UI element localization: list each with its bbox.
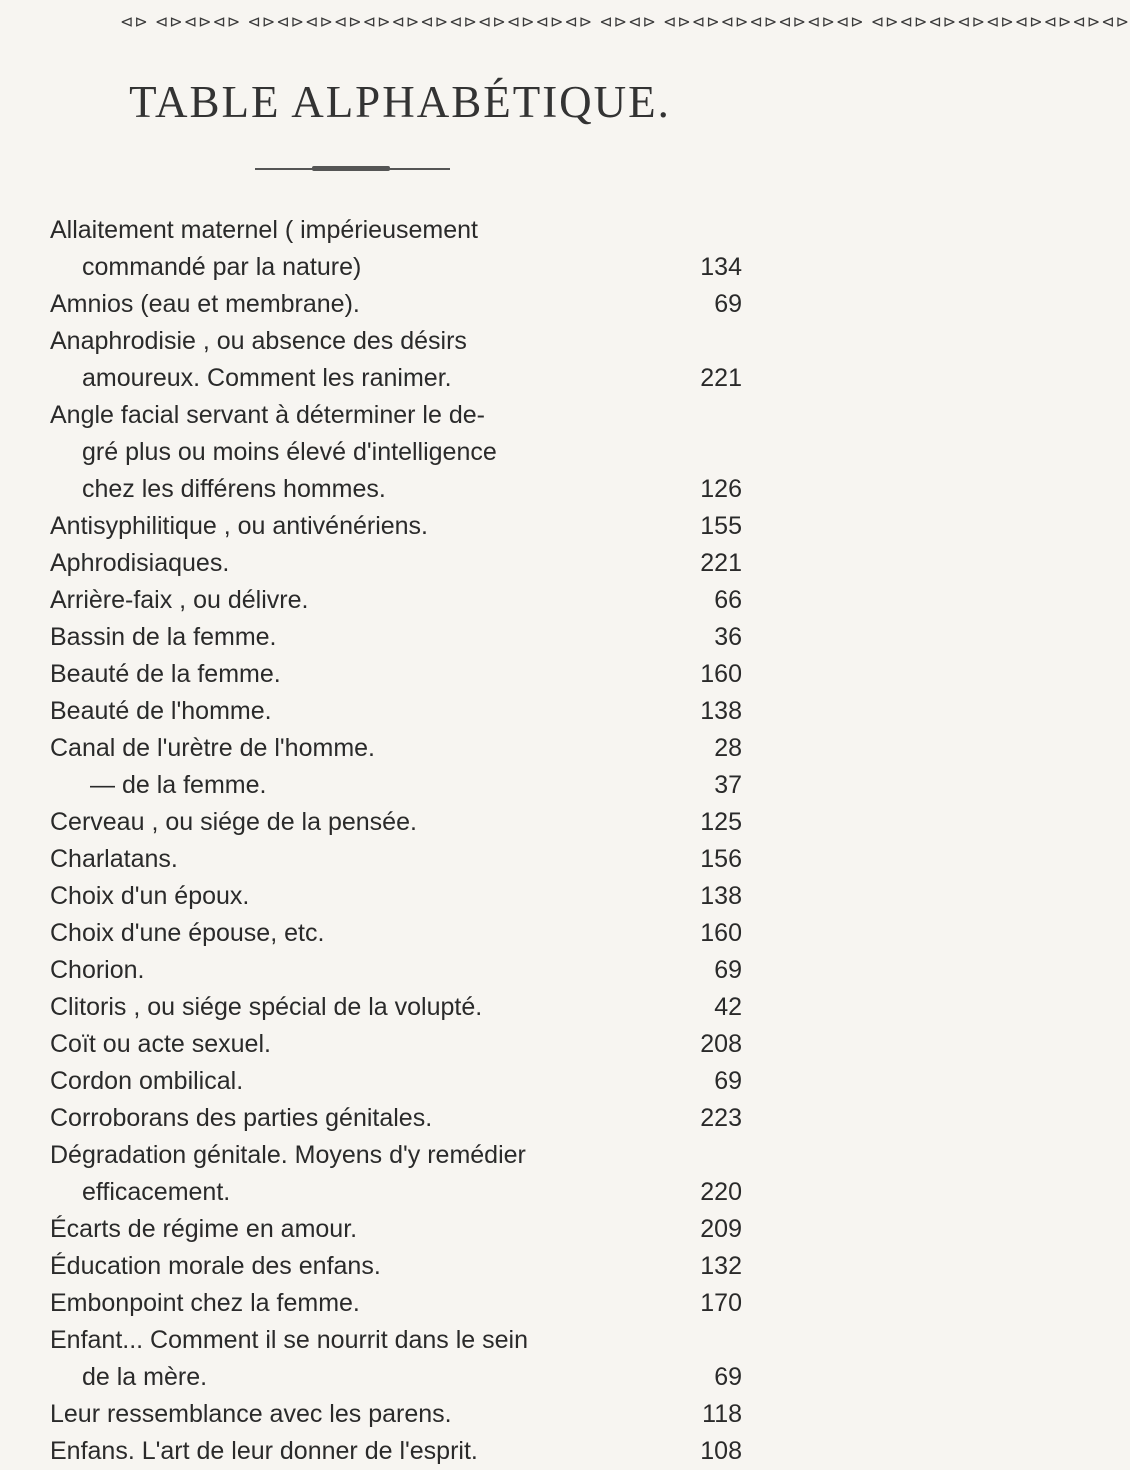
- entry-text: Corroborans des parties génitales.: [50, 1104, 433, 1132]
- entry-page: 125: [700, 808, 742, 836]
- index-entry: [50, 249, 742, 286]
- entry-page: 138: [700, 697, 742, 725]
- entry-text: Leur ressemblance avec les parens.: [50, 1400, 452, 1428]
- index-entry: [50, 1063, 742, 1100]
- entry-text: Embonpoint chez la femme.: [50, 1289, 360, 1317]
- entry-page: 209: [700, 1215, 742, 1243]
- entry-page: 160: [700, 660, 742, 688]
- entry-text: Arrière-faix , ou délivre.: [50, 586, 309, 614]
- entry-page: 221: [700, 549, 742, 577]
- index-entry: [50, 915, 742, 952]
- title-rule-center: [312, 166, 390, 171]
- entry-page: 138: [700, 882, 742, 910]
- entry-text: Éducation morale des enfans.: [50, 1252, 381, 1280]
- entry-page: 170: [700, 1289, 742, 1317]
- index-entry: [50, 434, 742, 471]
- entry-page: 108: [700, 1437, 742, 1465]
- index-entry: [50, 360, 742, 397]
- entry-text: efficacement.: [82, 1178, 231, 1206]
- index-entry: [50, 1433, 742, 1470]
- entry-text: Bassin de la femme.: [50, 623, 277, 651]
- index-entry: [50, 989, 742, 1026]
- entry-text: Coït ou acte sexuel.: [50, 1030, 271, 1058]
- index-entry: [50, 286, 742, 323]
- index-entry: [50, 1174, 742, 1211]
- index-list: [50, 212, 742, 1470]
- entry-page: 69: [714, 1067, 742, 1095]
- entry-text: Clitoris , ou siége spécial de la volupté.: [50, 993, 483, 1021]
- entry-page: 69: [714, 1363, 742, 1391]
- entry-page: 36: [714, 623, 742, 651]
- entry-page: 118: [702, 1400, 742, 1428]
- entry-page: 134: [700, 253, 742, 281]
- entry-text: Beauté de l'homme.: [50, 697, 272, 725]
- entry-text: de la mère.: [82, 1363, 208, 1391]
- index-entry: [50, 693, 742, 730]
- entry-page: 221: [700, 364, 742, 392]
- entry-text: — de la femme.: [90, 771, 267, 799]
- entry-text: Choix d'une épouse, etc.: [50, 919, 325, 947]
- entry-text: gré plus ou moins élevé d'intelligence: [82, 438, 497, 466]
- entry-text: Dégradation génitale. Moyens d'y remédier: [50, 1141, 526, 1169]
- entry-page: 223: [700, 1104, 742, 1132]
- entry-text: amoureux. Comment les ranimer.: [82, 364, 452, 392]
- index-entry: [50, 1359, 742, 1396]
- entry-text: Angle facial servant à déterminer le de-: [50, 401, 485, 429]
- entry-page: 155: [700, 512, 742, 540]
- index-entry: [50, 767, 742, 804]
- entry-text: Canal de l'urètre de l'homme.: [50, 734, 375, 762]
- index-entry: [50, 619, 742, 656]
- index-entry: [50, 1026, 742, 1063]
- entry-page: 208: [700, 1030, 742, 1058]
- entry-text: Antisyphilitique , ou antivénériens.: [50, 512, 429, 540]
- index-entry: [50, 841, 742, 878]
- index-entry: [50, 1285, 742, 1322]
- entry-text: Allaitement maternel ( impérieusement: [50, 216, 478, 244]
- entry-text: Chorion.: [50, 956, 145, 984]
- entry-page: 220: [700, 1178, 742, 1206]
- index-entry: [50, 1322, 742, 1359]
- entry-text: Beauté de la femme.: [50, 660, 281, 688]
- entry-page: 69: [714, 290, 742, 318]
- entry-page: 126: [700, 475, 742, 503]
- entry-page: 37: [714, 771, 742, 799]
- entry-text: Cerveau , ou siége de la pensée.: [50, 808, 417, 836]
- index-entry: [50, 1100, 742, 1137]
- index-entry: [50, 730, 742, 767]
- index-entry: [50, 804, 742, 841]
- index-entry: [50, 952, 742, 989]
- entry-text: Cordon ombilical.: [50, 1067, 244, 1095]
- entry-page: 28: [714, 734, 742, 762]
- entry-page: 156: [700, 845, 742, 873]
- entry-text: Enfans. L'art de leur donner de l'esprit.: [50, 1437, 478, 1465]
- index-entry: [50, 397, 742, 434]
- index-entry: [50, 582, 742, 619]
- entry-page: 132: [700, 1252, 742, 1280]
- index-entry: [50, 878, 742, 915]
- entry-text: Anaphrodisie , ou absence des désirs: [50, 327, 467, 355]
- index-entry: [50, 1248, 742, 1285]
- entry-page: 69: [714, 956, 742, 984]
- entry-text: Aphrodisiaques.: [50, 549, 230, 577]
- entry-text: commandé par la nature): [82, 253, 362, 281]
- index-entry: [50, 212, 742, 249]
- entry-page: 160: [700, 919, 742, 947]
- entry-page: 42: [714, 993, 742, 1021]
- entry-page: 66: [714, 586, 742, 614]
- entry-text: Enfant... Comment il se nourrit dans le sein: [50, 1326, 529, 1354]
- page-title: TABLE ALPHABÉTIQUE.: [129, 77, 671, 127]
- index-entry: [50, 471, 742, 508]
- index-entry: [50, 545, 742, 582]
- index-entry: [50, 1137, 742, 1174]
- entry-text: Choix d'un époux.: [50, 882, 250, 910]
- index-entry: [50, 1211, 742, 1248]
- entry-text: Charlatans.: [50, 845, 178, 873]
- index-entry: [50, 1396, 742, 1433]
- index-entry: [50, 323, 742, 360]
- entry-text: chez les différens hommes.: [82, 475, 386, 503]
- index-entry: [50, 656, 742, 693]
- ornament-border: ⊲⊳ ⊲⊳⊲⊳⊲⊳ ⊲⊳⊲⊳⊲⊳⊲⊳⊲⊳⊲⊳⊲⊳⊲⊳⊲⊳⊲⊳⊲⊳⊲⊳ ⊲⊳⊲⊳ ⊲⊳⊲⊳⊲⊳⊲⊳⊲⊳⊲⊳⊲⊳ ⊲⊳⊲⊳⊲⊳⊲⊳⊲⊳⊲⊳⊲⊳⊲⊳⊲⊳: [120, 12, 1130, 31]
- entry-text: Écarts de régime en amour.: [50, 1215, 358, 1243]
- entry-text: Amnios (eau et membrane).: [50, 290, 360, 318]
- index-entry: [50, 508, 742, 545]
